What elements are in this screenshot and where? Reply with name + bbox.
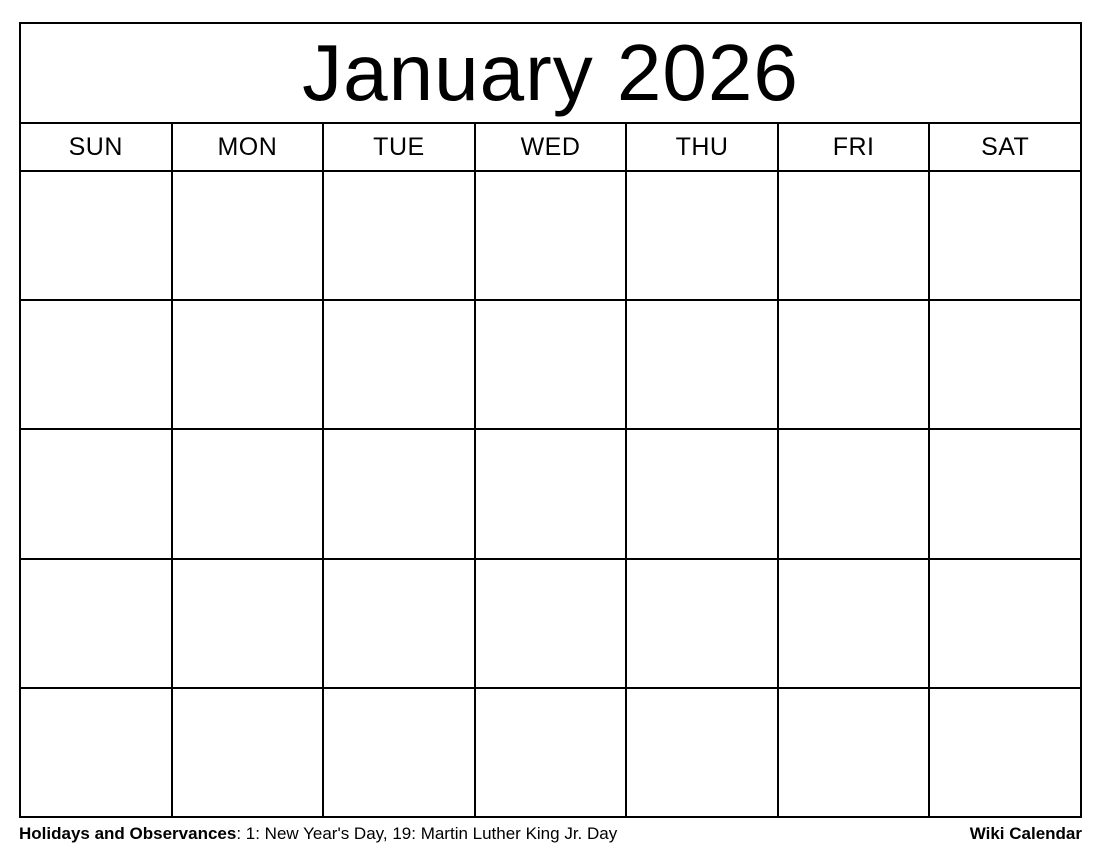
calendar-table [19, 22, 1082, 818]
calendar-cell [173, 689, 323, 816]
calendar-cell [21, 172, 171, 299]
calendar-cell [324, 430, 474, 557]
calendar-cell [476, 172, 626, 299]
weekday-header-mon: MON [173, 124, 323, 170]
calendar-cell [173, 301, 323, 428]
calendar-cell [476, 301, 626, 428]
holidays-note [19, 823, 617, 845]
weekday-header-tue: TUE [324, 124, 474, 170]
calendar-cell [173, 172, 323, 299]
calendar-cell [779, 301, 929, 428]
calendar-grid [21, 172, 1080, 816]
calendar-cell [627, 689, 777, 816]
calendar-title: January 2026 [21, 24, 1080, 122]
brand-label: Wiki Calendar [969, 824, 1082, 843]
calendar-cell [21, 560, 171, 687]
calendar-cell [21, 689, 171, 816]
calendar-cell [627, 430, 777, 557]
calendar-cell [324, 689, 474, 816]
calendar-cell [476, 689, 626, 816]
holidays-label: Holidays and Observances [19, 824, 237, 843]
calendar-cell [476, 430, 626, 557]
calendar-cell [476, 560, 626, 687]
calendar-cell [21, 301, 171, 428]
calendar-cell [173, 560, 323, 687]
calendar-cell [627, 301, 777, 428]
footer [19, 823, 1082, 845]
calendar-cell [324, 301, 474, 428]
weekday-header-thu: THU [627, 124, 777, 170]
calendar-cell [627, 560, 777, 687]
calendar-cell [324, 560, 474, 687]
weekday-header-sun: SUN [21, 124, 171, 170]
calendar-cell [324, 172, 474, 299]
calendar-cell [173, 430, 323, 557]
weekday-header-sat: SAT [930, 124, 1080, 170]
calendar-cell [21, 430, 171, 557]
calendar-cell [930, 172, 1080, 299]
weekday-header-row [21, 124, 1080, 170]
calendar-cell [930, 301, 1080, 428]
calendar-cell [930, 689, 1080, 816]
holidays-text: : 1: New Year's Day, 19: Martin Luther King Jr. Day [236, 824, 618, 843]
weekday-header-wed: WED [476, 124, 626, 170]
calendar-cell [930, 430, 1080, 557]
calendar-cell [779, 172, 929, 299]
calendar-cell [930, 560, 1080, 687]
calendar-cell [627, 172, 777, 299]
calendar-cell [779, 560, 929, 687]
weekday-header-fri: FRI [779, 124, 929, 170]
calendar-cell [779, 430, 929, 557]
calendar-cell [779, 689, 929, 816]
